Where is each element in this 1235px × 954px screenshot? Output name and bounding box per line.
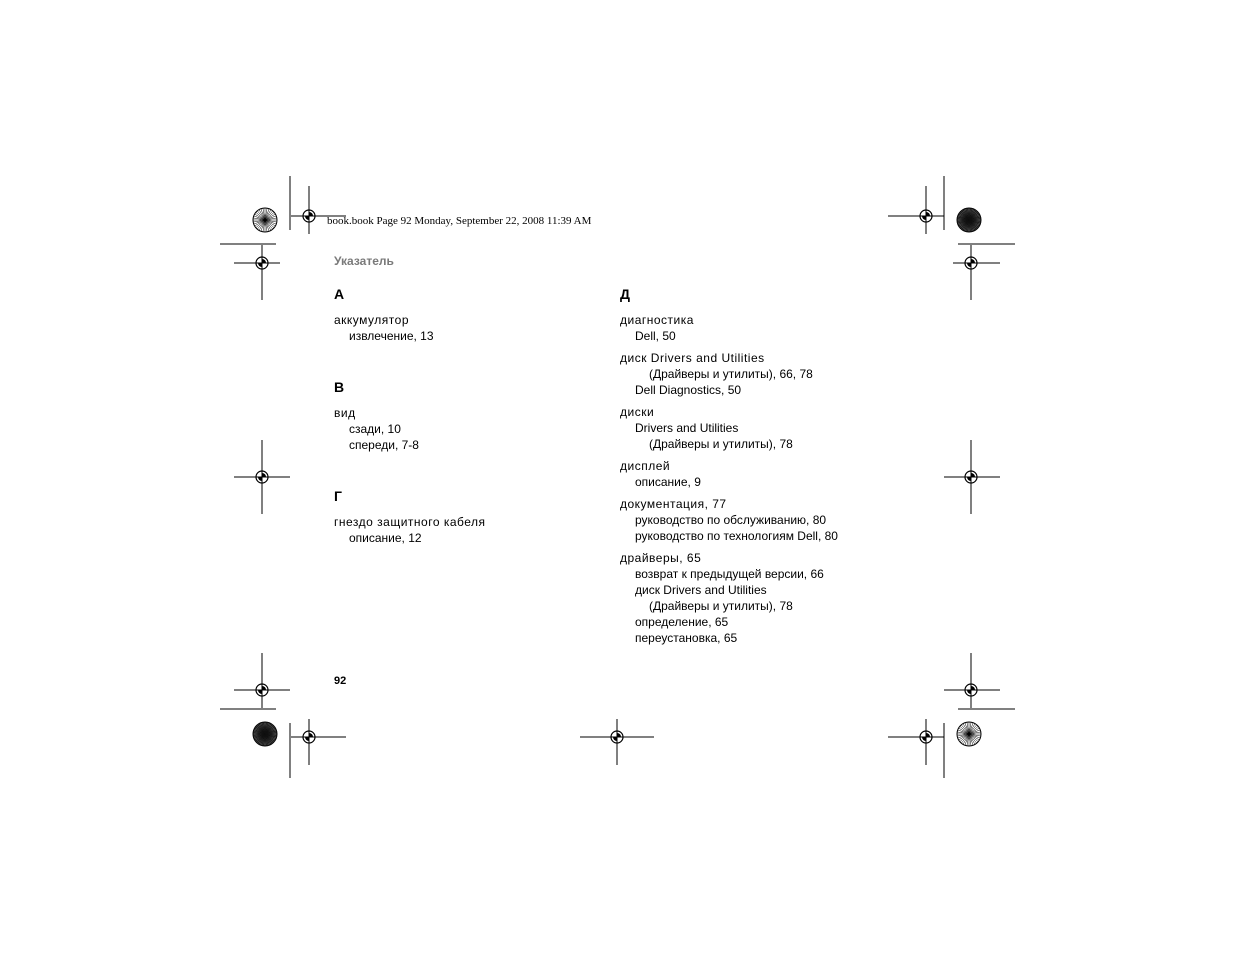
- index-term: аккумулятор: [334, 313, 410, 327]
- index-subentry: (Драйверы и утилиты), 66, 78: [649, 367, 813, 381]
- index-subentry: Dell Diagnostics, 50: [635, 383, 742, 397]
- registration-crosshair: [953, 245, 989, 281]
- index-subentry: спереди, 7-8: [349, 438, 419, 452]
- index-subentry: руководство по технологиям Dell, 80: [635, 529, 838, 543]
- index-subentry: сзади, 10: [349, 422, 401, 436]
- index-subentry: (Драйверы и утилиты), 78: [649, 599, 793, 613]
- section-letter: Г: [334, 488, 342, 504]
- registration-crosshair: [244, 245, 280, 281]
- index-term: диск Drivers and Utilities: [620, 351, 765, 365]
- print-header: book.book Page 92 Monday, September 22, 2008 11:39 AM: [327, 215, 592, 227]
- index-term: драйверы, 65: [620, 551, 702, 565]
- index-column-right: [620, 286, 950, 681]
- index-subentry: руководство по обслуживанию, 80: [635, 513, 827, 527]
- index-section: [620, 286, 950, 646]
- registration-crosshair: [599, 719, 635, 755]
- index-entry: [334, 312, 594, 344]
- index-term: гнездо защитного кабеля: [334, 515, 486, 529]
- index-term: документация, 77: [620, 497, 727, 511]
- index-column-left: [334, 286, 594, 581]
- page-number: 92: [334, 675, 347, 687]
- registration-crosshair: [244, 672, 280, 708]
- registration-crosshair: [244, 459, 280, 495]
- section-letter: В: [334, 379, 345, 395]
- index-subentry: Drivers and Utilities: [635, 421, 739, 435]
- registration-starburst: [957, 208, 981, 232]
- index-section: [334, 286, 594, 344]
- index-term: диагностика: [620, 313, 694, 327]
- registration-starburst: [253, 722, 277, 746]
- index-term: вид: [334, 406, 356, 420]
- index-entry: [620, 496, 950, 544]
- registration-crosshair: [291, 198, 327, 234]
- index-entry: [620, 350, 950, 398]
- index-subentry: переустановка, 65: [635, 631, 738, 645]
- index-entry: [620, 404, 950, 452]
- running-head: Указатель: [334, 254, 394, 268]
- index-subentry: определение, 65: [635, 615, 729, 629]
- index-entry: [620, 312, 950, 344]
- index-entry: [620, 550, 950, 646]
- index-subentry: описание, 9: [635, 475, 701, 489]
- index-term: диски: [620, 405, 655, 419]
- index-subentry: (Драйверы и утилиты), 78: [649, 437, 793, 451]
- index-subentry: описание, 12: [349, 531, 422, 545]
- index-subentry: извлечение, 13: [349, 329, 434, 343]
- section-letter: А: [334, 286, 345, 302]
- index-subentry: диск Drivers and Utilities: [635, 583, 767, 597]
- index-entry: [620, 458, 950, 490]
- registration-starburst: [253, 208, 277, 232]
- index-entry: [334, 405, 594, 453]
- registration-crosshair: [953, 459, 989, 495]
- index-subentry: Dell, 50: [635, 329, 676, 343]
- registration-crosshair: [908, 719, 944, 755]
- registration-crosshair: [908, 198, 944, 234]
- index-section: [334, 488, 594, 546]
- index-term: дисплей: [620, 459, 671, 473]
- registration-starburst: [957, 722, 981, 746]
- index-subentry: возврат к предыдущей версии, 66: [635, 567, 824, 581]
- index-section: [334, 379, 594, 453]
- section-letter: Д: [620, 286, 630, 302]
- index-entry: [334, 514, 594, 546]
- registration-crosshair: [291, 719, 327, 755]
- registration-crosshair: [953, 672, 989, 708]
